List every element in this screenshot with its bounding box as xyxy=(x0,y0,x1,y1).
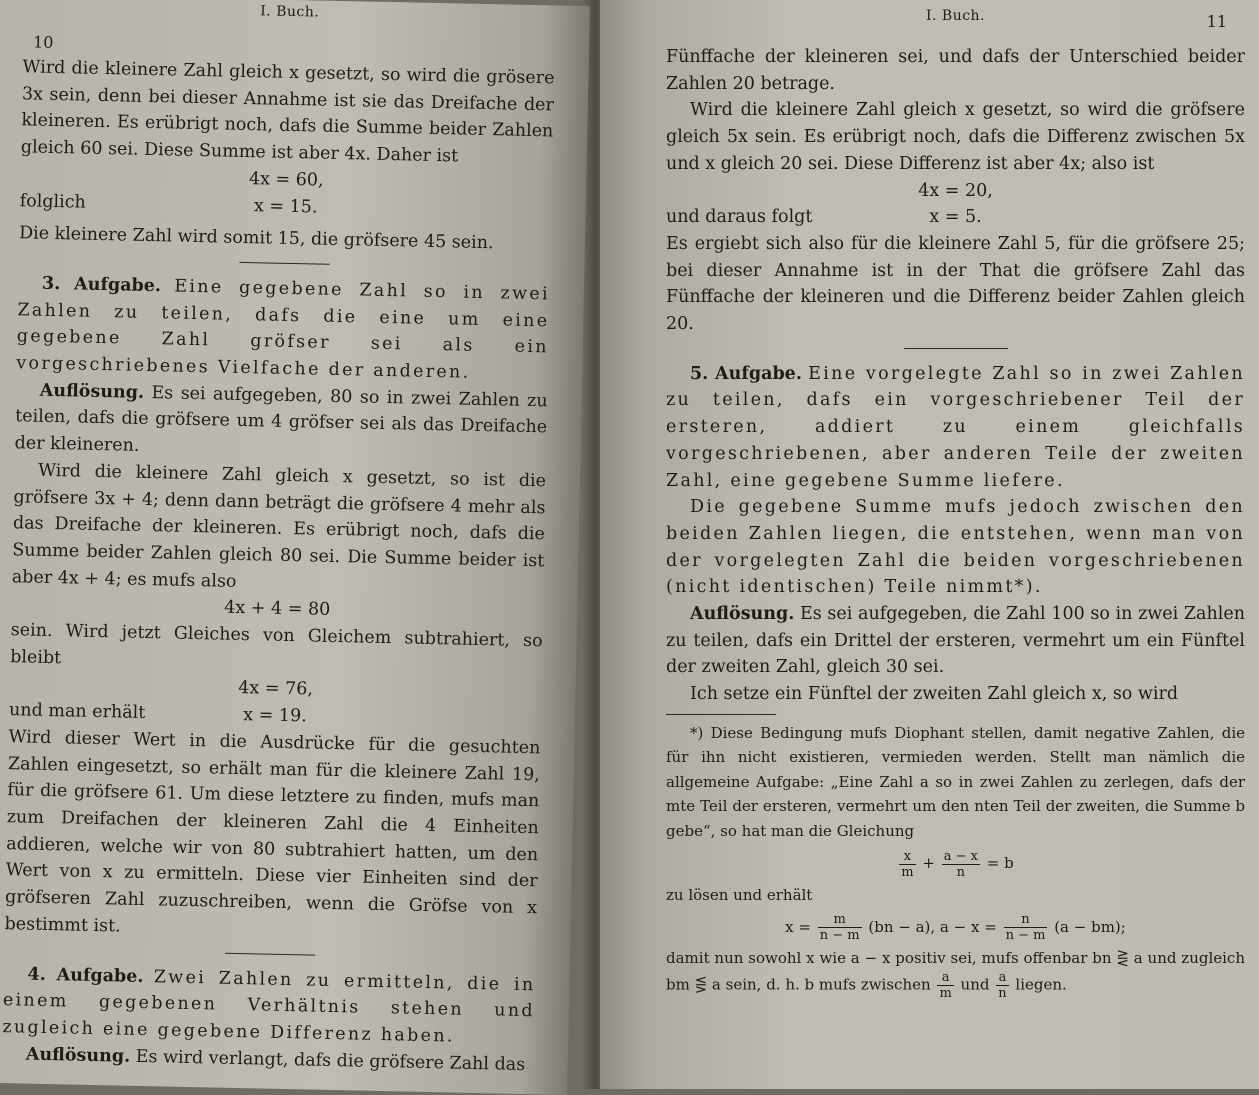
paragraph: Die gegebene Summe mufs jedoch zwischen den beiden Zahlen liegen, die entstehen, wenn man von der vorgelegten Zahl die beiden vorgeschriebenen (nicht identischen) Teile nimmt*). xyxy=(666,497,1245,598)
fraction xyxy=(942,849,980,880)
footnote: zu lösen und erhält xyxy=(666,886,813,905)
footnote: *) Diese Bedingung mufs Diophant stellen, damit negative Zahlen, die für ihn nicht existieren, vermieden werden. Stellt man nämlich die allgemeine Aufgabe: „Eine Zahl a so in zwei Zahlen zu zerlegen, dafs der mte Teil der ersteren, vermehrt um den nten Teil der zweiten, die Summe b gebe“, so hat man die Gleichung xyxy=(666,723,1245,840)
equation-text: 4x + 4 = 80 xyxy=(224,598,331,621)
equation-label: folglich xyxy=(19,190,87,213)
running-header: I. Buch. xyxy=(925,8,986,24)
page-number: 11 xyxy=(1206,12,1227,31)
equation-text: 4x = 76, xyxy=(238,678,314,700)
footnote-equation: $\frac{x}{m}$ + $\frac{a - x}{n}$ = b xyxy=(901,848,1014,880)
equation-label: und man erhält xyxy=(8,700,146,724)
fraction-denominator: n − m xyxy=(819,928,860,944)
fraction-denominator: n xyxy=(998,986,1007,1002)
footnote-text: damit nun sowohl x wie a − x positiv sei, mufs offenbar bn ⋛ a und zugleich bm ⋚ a sein, d. h. b mufs zwischen xyxy=(666,948,1245,994)
fraction-numerator: a xyxy=(996,970,1008,986)
fraction-denominator: m xyxy=(939,986,952,1002)
task-heading: 5. Aufgabe. xyxy=(690,363,802,384)
footnote-text: und xyxy=(960,975,990,994)
task-statement xyxy=(666,361,1245,495)
fraction-numerator: n xyxy=(1004,912,1048,928)
task-text: Eine vorgelegte Zahl so in zwei Zahlen zu teilen, dafs ein vorgeschriebener Teil der ersteren, addiert zu einem gleichfalls vorgeschriebenen, aber anderen Teile der zweiten Zahl, eine gegebene Summe liefere. xyxy=(666,363,1245,491)
fraction-denominator: m xyxy=(901,864,914,880)
solution-text: Es wird verlangt, dafs die gröfsere Zahl das xyxy=(135,1046,526,1075)
paragraph: Fünffache der kleineren sei, und dafs der Unterschied beider Zahlen 20 betrage. xyxy=(666,47,1245,94)
footnote xyxy=(666,946,1245,1002)
footnote-text: liegen. xyxy=(1015,975,1067,994)
section-rule xyxy=(904,348,1008,349)
paragraph: Wird dieser Wert in die Ausdrücke für die gesuchten Zahlen eingesetzt, so erhält man für die kleinere Zahl 19, für die gröfsere 61. Um diese letztere zu finden, mufs man zum Dreifachen der kleineren Zahl die 4 Einheiten addieren, welche wir von 80 subtrahiert hatten, um den Wert von x zu ermitteln. Diese vier Einheiten sind der gröfseren Zahl zuzuschreiben, wenn die Gröfse von x bestimmt ist. xyxy=(4,727,541,937)
task-text: Zwei Zahlen zu ermitteln, die in einem gegebenen Verhältnis stehen und zugleich eine gegebene Differenz haben. xyxy=(2,966,536,1047)
paragraph: Die kleinere Zahl wird somit 15, die gröfsere 45 sein. xyxy=(18,223,494,254)
paragraph: Ich setze ein Fünftel der zweiten Zahl gleich x, so wird xyxy=(690,684,1179,705)
fraction xyxy=(899,849,915,880)
right-page xyxy=(600,0,1259,1089)
section-rule xyxy=(239,262,329,265)
footnote-rule xyxy=(666,714,776,715)
equation-text: 4x = 20, xyxy=(918,180,993,201)
equation xyxy=(666,178,1245,205)
fraction-numerator: m xyxy=(818,912,862,928)
solution-paragraph xyxy=(666,601,1245,681)
task-heading: 4. Aufgabe. xyxy=(27,964,144,987)
solution-paragraph xyxy=(14,377,548,468)
fraction xyxy=(937,970,953,1001)
solution-text: Es sei aufgegeben, die Zahl 100 so in zwei Zahlen zu teilen, dafs ein Drittel der ersteren, vermehrt um ein Fünftel der zweiten Zahl, gleich 30 sei. xyxy=(666,604,1245,678)
fraction xyxy=(996,970,1008,1001)
paragraph: Wird die kleinere Zahl gleich x gesetzt, so wird die gröfsere gleich 5x sein. Es erübrigt noch, dafs die Differenz zwischen 5x und x gleich 20 sei. Diese Differenz ist aber 4x; also ist xyxy=(666,100,1245,174)
footnote-equation xyxy=(666,908,1245,946)
fraction xyxy=(1004,912,1048,943)
solution-heading: Auflösung. xyxy=(690,604,795,625)
equation-part: (bn − a), a − x = xyxy=(868,917,997,936)
equation-text: x = 5. xyxy=(929,207,982,228)
page-number: 10 xyxy=(32,32,54,52)
section-rule xyxy=(225,952,315,955)
paragraph: sein. Wird jetzt Gleiches von Gleichem subtrahiert, so bleibt xyxy=(9,620,543,669)
fraction-numerator: a xyxy=(937,970,953,986)
paragraph: Wird die kleinere Zahl gleich x gesetzt, so wird die grösere 3x sein, denn bei dieser Annahme ist sie das Dreifache der kleineren. Es erübrigt noch, dafs die Summe beider Zahlen gleich 60 sei. Diese Summe ist aber 4x. Daher ist xyxy=(20,57,555,167)
left-page xyxy=(0,0,590,1095)
fraction-numerator: a − x xyxy=(943,848,978,864)
equation-part: x = xyxy=(785,917,811,936)
fraction-denominator: n − m xyxy=(1005,928,1046,944)
equation-text: x = 15. xyxy=(253,195,318,218)
equation-part: (a − bm); xyxy=(1054,917,1126,936)
fraction xyxy=(818,912,862,943)
equation-rhs: = b xyxy=(986,854,1014,873)
paragraph: Es ergiebt sich also für die kleinere Zahl 5, für die gröfsere 25; bei dieser Annahme ist in der That die gröfsere Zahl das Fünffache der kleineren und die Differenz beider Zahlen gleich 20. xyxy=(666,233,1245,335)
equation xyxy=(666,204,1245,231)
fraction-denominator: n xyxy=(956,864,966,880)
equation-text: x = 19. xyxy=(243,705,307,727)
equation-text: 4x = 60, xyxy=(248,168,324,191)
running-header: I. Buch. xyxy=(260,3,320,21)
task-statement xyxy=(16,270,550,388)
task-statement xyxy=(2,961,536,1052)
task-text: Eine gegebene Zahl so in zwei Zahlen zu teilen, dafs die eine um eine gegebene Zahl gröfser sei als ein vorgeschriebenes Vielfache der anderen. xyxy=(16,276,551,383)
solution-heading: Auflösung. xyxy=(39,380,145,403)
task-heading: 3. Aufgabe. xyxy=(41,273,162,297)
equation-label: und daraus folgt xyxy=(666,207,813,228)
fraction-numerator: x xyxy=(899,849,915,865)
solution-heading: Auflösung. xyxy=(25,1044,131,1067)
solution-text: Es sei aufgegeben, 80 so in zwei Zahlen zu teilen, dafs die gröfsere um 4 gröfser sei als das Dreifache der kleineren. xyxy=(14,382,548,456)
paragraph: Wird die kleinere Zahl gleich x gesetzt, so ist die gröfsere 3x + 4; denn dann beträgt die gröfsere 4 mehr als das Dreifache der kleineren. Es erübrigt noch, dafs die Summe beider Zahlen gleich 80 sei. Die Summe beider ist aber 4x + 4; es mufs also xyxy=(11,460,547,592)
